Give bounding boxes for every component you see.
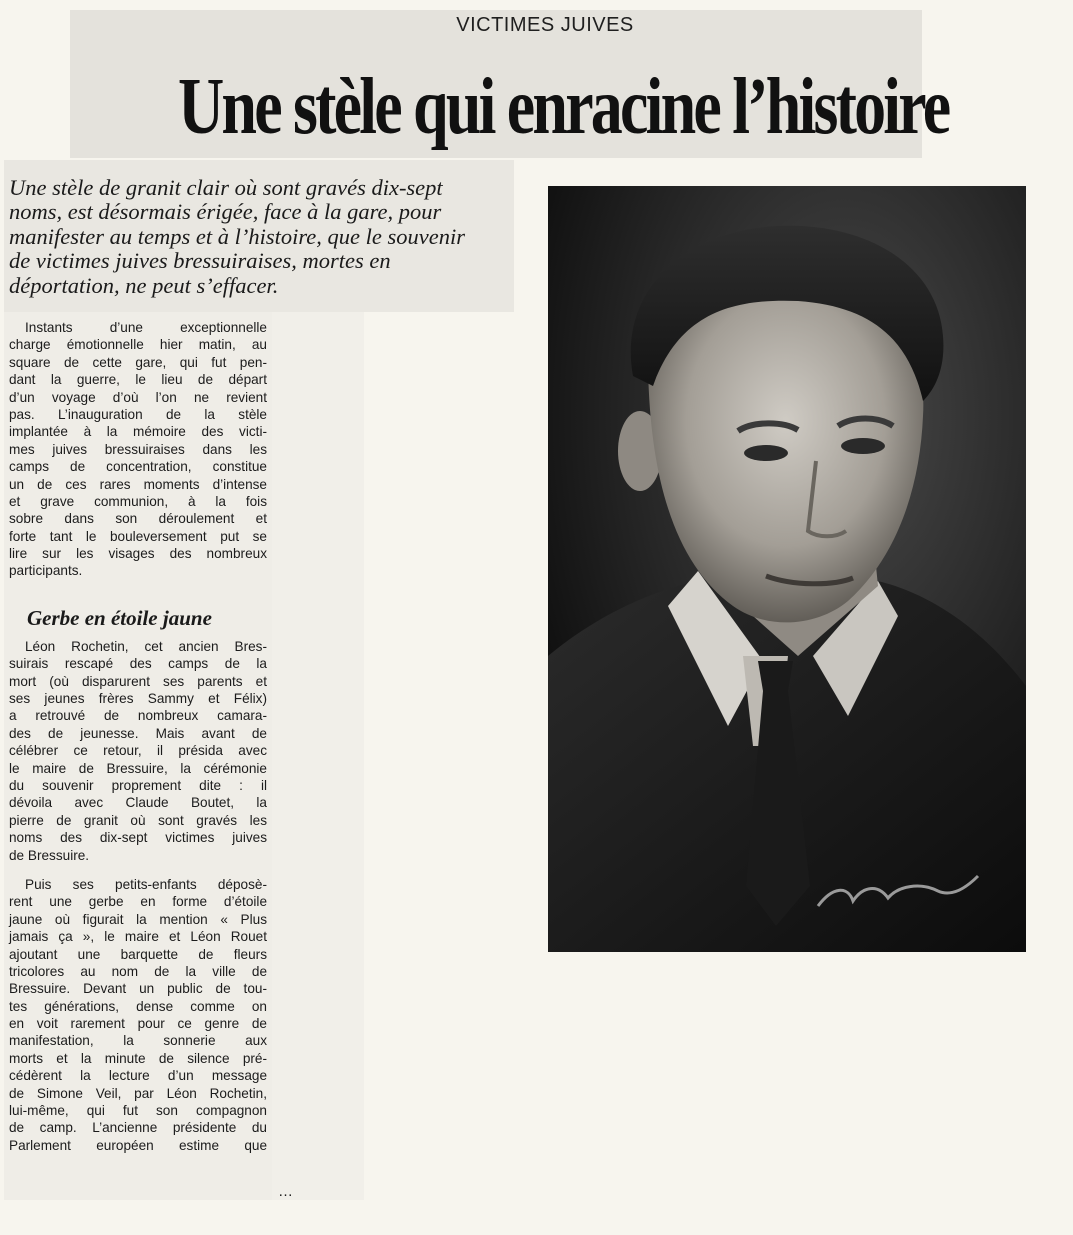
text-line: ajoutant une barquette de fleurs bbox=[9, 946, 267, 962]
text-line: dant la guerre, le lieu de départ bbox=[9, 372, 267, 388]
text-line: et grave communion, à la fois bbox=[9, 493, 267, 509]
text-line: un de ces rares moments d’intense bbox=[9, 476, 267, 492]
text-line: a retrouvé de nombreux camara- bbox=[9, 708, 267, 724]
text-line: camps de concentration, constitue bbox=[9, 459, 267, 475]
headline: Une stèle qui enracine l’histoire bbox=[178, 63, 949, 151]
text-line: square de cette gare, qui fut pen- bbox=[9, 354, 267, 370]
text-line: tricolores au nom de la ville de bbox=[9, 963, 267, 979]
text-line: morts et la minute de silence pré- bbox=[9, 1050, 267, 1066]
text-line: de Simone Veil, par Léon Rochetin, bbox=[9, 1085, 267, 1101]
text-line: manifestation, la sonnerie aux bbox=[9, 1033, 267, 1049]
text-line: jaune où figurait la mention « Plus bbox=[9, 911, 267, 927]
text-line: noms des dix-sept victimes juives bbox=[9, 830, 267, 846]
text-line: Bressuire. Devant un public de tou- bbox=[9, 981, 267, 997]
text-line: ses jeunes frères Sammy et Félix) bbox=[9, 691, 267, 707]
text-line: pierre de granit où sont gravés les bbox=[9, 812, 267, 828]
subheading: Gerbe en étoile jaune bbox=[27, 605, 212, 630]
text-line: jamais ça », le maire et Léon Rouet bbox=[9, 929, 267, 945]
text-line: mort (où disparurent ses parents et bbox=[9, 673, 267, 689]
lead-line: manifester au temps et à l’histoire, que le souvenir bbox=[9, 223, 465, 249]
section-kicker: VICTIMES JUIVES bbox=[456, 14, 634, 36]
text-line: charge émotionnelle hier matin, au bbox=[9, 337, 267, 353]
lead-line: déportation, ne peut s’effacer. bbox=[9, 272, 279, 298]
lead-line: de victimes juives bressuiraises, mortes en bbox=[9, 248, 391, 274]
text-line: le maire de Bressuire, la cérémonie bbox=[9, 760, 267, 776]
article-column bbox=[9, 319, 267, 1154]
paragraph-2 bbox=[9, 638, 267, 864]
paragraph-3 bbox=[9, 876, 267, 1154]
portrait-photo-icon bbox=[548, 186, 1026, 952]
text-line: en voit rarement pour ce genre de bbox=[9, 1016, 267, 1032]
text-line: Puis ses petits-enfants déposè- bbox=[25, 876, 267, 892]
text-line: de camp. L’ancienne présidente du bbox=[9, 1120, 267, 1136]
text-line: Instants d’une exceptionnelle bbox=[25, 320, 267, 335]
text-line: Léon Rochetin, cet ancien Bres- bbox=[25, 638, 267, 654]
text-line: participants. bbox=[9, 563, 83, 579]
text-line: pas. L’inauguration de la stèle bbox=[9, 406, 267, 422]
continuation-ellipsis: … bbox=[278, 1183, 295, 1200]
lead-line: Une stèle de granit clair où sont gravés dix-sept bbox=[9, 175, 443, 200]
paragraph-1 bbox=[9, 319, 267, 580]
lead-paragraph bbox=[9, 176, 519, 298]
text-line: rent une gerbe en forme d’étoile bbox=[9, 894, 267, 910]
text-line: mes juives bressuiraises dans les bbox=[9, 441, 267, 457]
text-line: des de jeunesse. Mais avant de bbox=[9, 725, 267, 741]
text-line: d’un voyage d’où l’on ne revient bbox=[9, 389, 267, 405]
text-line: de Bressuire. bbox=[9, 847, 90, 863]
text-line: suirais rescapé des camps de la bbox=[9, 656, 267, 672]
lead-line: noms, est désormais érigée, face à la gare, pour bbox=[9, 199, 442, 225]
text-line: célébrer ce retour, il présida avec bbox=[9, 743, 267, 759]
text-line: implantée à la mémoire des victi- bbox=[9, 424, 267, 440]
text-line: forte tant le bouleversement put se bbox=[9, 528, 267, 544]
text-line: Parlement européen estime que bbox=[9, 1137, 267, 1153]
column-gutter-tint bbox=[272, 312, 364, 1200]
text-line: cédèrent la lecture d’un message bbox=[9, 1068, 267, 1084]
text-line: dévoila avec Claude Boutet, la bbox=[9, 795, 267, 811]
text-line: tes générations, dense comme on bbox=[9, 998, 267, 1014]
text-line: sobre dans son déroulement et bbox=[9, 511, 267, 527]
text-line: du souvenir proprement dite : il bbox=[9, 777, 267, 793]
text-line: lire sur les visages des nombreux bbox=[9, 546, 267, 562]
text-line: lui-même, qui fut son compagnon bbox=[9, 1103, 267, 1119]
